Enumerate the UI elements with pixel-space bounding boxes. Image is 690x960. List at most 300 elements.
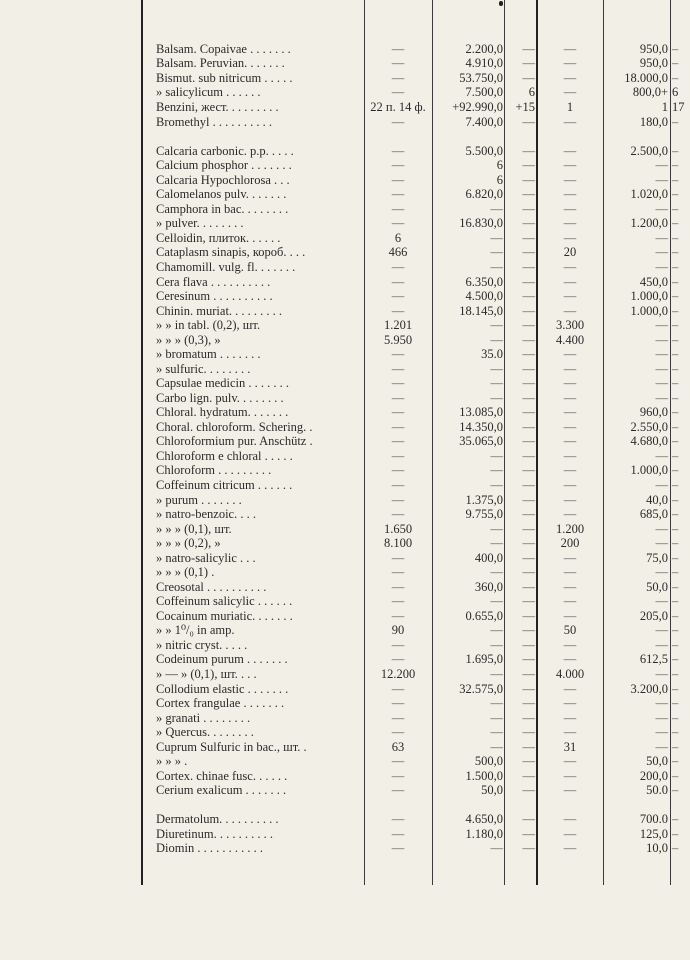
- value-c3: —: [522, 42, 535, 56]
- value-c2: —: [490, 318, 503, 332]
- value-c3: —: [522, 245, 535, 259]
- table-row: [0, 304, 690, 318]
- table-row: [0, 85, 690, 99]
- table-row: [0, 740, 690, 754]
- item-name: » — » (0,1), шт. . . .: [156, 667, 257, 681]
- value-c1: 8.100: [383, 536, 413, 550]
- table-row: [0, 449, 690, 463]
- value-c3: —: [522, 478, 535, 492]
- value-c3: —: [522, 434, 535, 448]
- value-c4: —: [563, 507, 577, 521]
- value-c2: 6.350,0: [465, 275, 503, 289]
- value-c2: 0.655,0: [465, 609, 503, 623]
- table-row: [0, 841, 690, 855]
- value-c4: —: [563, 638, 577, 652]
- value-c2: —: [490, 522, 503, 536]
- value-c6: –: [672, 115, 679, 129]
- value-c5: 180,0: [639, 115, 668, 129]
- value-c5: —: [655, 623, 668, 637]
- item-name: Collodium elastic . . . . . . .: [156, 682, 289, 696]
- item-name: Cocainum muriatic. . . . . . .: [156, 609, 293, 623]
- value-c4: —: [563, 158, 577, 172]
- value-c3: —: [522, 769, 535, 783]
- value-c5: 612,5: [639, 652, 668, 666]
- value-c2: —: [490, 463, 503, 477]
- value-c4: 31: [563, 740, 577, 754]
- value-c6: –: [672, 594, 679, 608]
- table-row: [0, 231, 690, 245]
- value-c6: –: [672, 304, 679, 318]
- value-c5: —: [655, 667, 668, 681]
- value-c5: 4.680,0: [630, 434, 668, 448]
- value-c1: —: [391, 594, 405, 608]
- value-c3: —: [522, 754, 535, 768]
- value-c2: —: [490, 536, 503, 550]
- value-c1: —: [391, 754, 405, 768]
- table-row: [0, 725, 690, 739]
- table-row: [0, 696, 690, 710]
- value-c1: 12.200: [380, 667, 416, 681]
- value-c4: 3.300: [555, 318, 585, 332]
- value-c3: —: [522, 304, 535, 318]
- value-c5: —: [655, 333, 668, 347]
- item-name: Coffeinum salicylic . . . . . .: [156, 594, 293, 608]
- value-c3: —: [522, 333, 535, 347]
- ink-dot: [499, 1, 503, 6]
- value-c2: 1.500,0: [465, 769, 503, 783]
- item-name: » sulfuric. . . . . . . .: [156, 362, 251, 376]
- value-c1: —: [391, 565, 405, 579]
- table-row: [0, 463, 690, 477]
- value-c5: 1.000,0: [630, 304, 668, 318]
- value-c3: —: [522, 449, 535, 463]
- value-c6: –: [672, 71, 679, 85]
- value-c5: —: [655, 391, 668, 405]
- table-row: [0, 507, 690, 521]
- item-name: Calomelanos pulv. . . . . . .: [156, 187, 287, 201]
- item-name: Cortex. chinae fusc. . . . . .: [156, 769, 288, 783]
- value-c4: 200: [560, 536, 580, 550]
- value-c6: –: [672, 376, 679, 390]
- value-c1: —: [391, 115, 405, 129]
- value-c5: 18.000,0: [624, 71, 668, 85]
- value-c1: —: [391, 769, 405, 783]
- value-c6: –: [672, 245, 679, 259]
- value-c1: —: [391, 202, 405, 216]
- value-c3: —: [522, 173, 535, 187]
- table-row: [0, 42, 690, 56]
- value-c2: 1.180,0: [465, 827, 503, 841]
- value-c6: –: [672, 289, 679, 303]
- value-c3: —: [522, 493, 535, 507]
- value-c2: —: [490, 260, 503, 274]
- table-row: [0, 202, 690, 216]
- value-c1: 5.950: [383, 333, 413, 347]
- item-name: » purum . . . . . . .: [156, 493, 242, 507]
- value-c3: —: [522, 231, 535, 245]
- value-c5: —: [655, 260, 668, 274]
- value-c2: 500,0: [474, 754, 503, 768]
- value-c6: –: [672, 173, 679, 187]
- value-c3: —: [522, 522, 535, 536]
- table-row: [0, 391, 690, 405]
- value-c3: —: [522, 289, 535, 303]
- value-c6: –: [672, 725, 679, 739]
- value-c5: 2.500,0: [630, 144, 668, 158]
- table-row: [0, 580, 690, 594]
- value-c1: —: [391, 463, 405, 477]
- value-c3: —: [522, 827, 535, 841]
- table-row: [0, 56, 690, 70]
- table-row: [0, 420, 690, 434]
- value-c3: —: [522, 115, 535, 129]
- value-c5: 950,0: [639, 56, 668, 70]
- value-c6: –: [672, 333, 679, 347]
- value-c3: —: [522, 580, 535, 594]
- value-c1: —: [391, 85, 405, 99]
- value-c2: —: [490, 740, 503, 754]
- value-c5: 700.0: [639, 812, 668, 826]
- value-c6: –: [672, 754, 679, 768]
- value-c5: 1.000,0: [630, 463, 668, 477]
- item-name: Chloroform . . . . . . . . .: [156, 463, 272, 477]
- value-c3: —: [522, 711, 535, 725]
- item-name: Ceresinum . . . . . . . . . .: [156, 289, 273, 303]
- item-name: » » 1⁰/₀ in amp.: [156, 623, 235, 637]
- value-c5: —: [655, 318, 668, 332]
- value-c1: —: [391, 71, 405, 85]
- value-c6: –: [672, 434, 679, 448]
- value-c6: –: [672, 740, 679, 754]
- value-c5: 125,0: [639, 827, 668, 841]
- table-row: [0, 667, 690, 681]
- value-c5: —: [655, 362, 668, 376]
- item-name: » » in tabl. (0,2), шт.: [156, 318, 261, 332]
- table-row: [0, 187, 690, 201]
- value-c6: –: [672, 565, 679, 579]
- value-c1: —: [391, 696, 405, 710]
- value-c1: —: [391, 609, 405, 623]
- value-c4: —: [563, 769, 577, 783]
- value-c4: —: [563, 275, 577, 289]
- value-c2: 50,0: [481, 783, 503, 797]
- value-c4: —: [563, 376, 577, 390]
- value-c4: 50: [563, 623, 577, 637]
- value-c5: —: [655, 478, 668, 492]
- value-c6: –: [672, 609, 679, 623]
- item-name: Coffeinum citricum . . . . . .: [156, 478, 293, 492]
- item-name: Dermatolum. . . . . . . . . .: [156, 812, 279, 826]
- value-c6: –: [672, 187, 679, 201]
- value-c2: 1.695,0: [465, 652, 503, 666]
- value-c6: –: [672, 623, 679, 637]
- value-c1: —: [391, 173, 405, 187]
- value-c3: —: [522, 318, 535, 332]
- value-c6: –: [672, 216, 679, 230]
- value-c4: —: [563, 260, 577, 274]
- table-row: [0, 478, 690, 492]
- value-c1: —: [391, 711, 405, 725]
- value-c1: —: [391, 304, 405, 318]
- value-c4: —: [563, 754, 577, 768]
- value-c3: —: [522, 565, 535, 579]
- value-c5: —: [655, 158, 668, 172]
- value-c5: 1: [661, 100, 668, 114]
- value-c4: 4.000: [555, 667, 585, 681]
- value-c3: —: [522, 812, 535, 826]
- value-c2: —: [490, 711, 503, 725]
- value-c1: —: [391, 420, 405, 434]
- value-c4: —: [563, 362, 577, 376]
- value-c4: —: [563, 347, 577, 361]
- value-c5: 1.020,0: [630, 187, 668, 201]
- item-name: Camphora in bac. . . . . . . .: [156, 202, 289, 216]
- item-name: » pulver. . . . . . . .: [156, 216, 244, 230]
- item-name: Cataplasm sinapis, короб. . . .: [156, 245, 306, 259]
- value-c5: —: [655, 638, 668, 652]
- value-c3: —: [522, 551, 535, 565]
- value-c1: —: [391, 216, 405, 230]
- table-row: [0, 434, 690, 448]
- item-name: Creosotal . . . . . . . . . .: [156, 580, 267, 594]
- value-c3: —: [522, 158, 535, 172]
- item-name: Calcaria Hypochlorosa . . .: [156, 173, 290, 187]
- value-c5: 960,0: [639, 405, 668, 419]
- value-c3: —: [522, 275, 535, 289]
- value-c4: —: [563, 565, 577, 579]
- value-c5: 75,0: [646, 551, 668, 565]
- item-name: » granati . . . . . . . .: [156, 711, 251, 725]
- value-c5: 1.000,0: [630, 289, 668, 303]
- value-c6: –: [672, 42, 679, 56]
- table-row: [0, 682, 690, 696]
- value-c4: —: [563, 609, 577, 623]
- table-row: [0, 551, 690, 565]
- value-c1: —: [391, 652, 405, 666]
- table-row: [0, 652, 690, 666]
- value-c6: 17: [672, 100, 685, 114]
- value-c2: 7.400,0: [465, 115, 503, 129]
- value-c3: —: [522, 783, 535, 797]
- value-c4: —: [563, 231, 577, 245]
- value-c2: —: [490, 391, 503, 405]
- item-name: » nitric cryst. . . . .: [156, 638, 248, 652]
- value-c3: —: [522, 405, 535, 419]
- value-c3: —: [522, 682, 535, 696]
- value-c4: —: [563, 71, 577, 85]
- item-name: Chamomill. vulg. fl. . . . . . .: [156, 260, 296, 274]
- value-c5: 205,0: [639, 609, 668, 623]
- value-c6: –: [672, 522, 679, 536]
- value-c6: –: [672, 391, 679, 405]
- value-c4: —: [563, 115, 577, 129]
- value-c4: —: [563, 144, 577, 158]
- value-c5: 685,0: [639, 507, 668, 521]
- value-c1: —: [391, 507, 405, 521]
- item-name: Chloroform e chloral . . . . .: [156, 449, 293, 463]
- value-c1: 90: [391, 623, 405, 637]
- value-c2: 6: [496, 158, 503, 172]
- value-c1: —: [391, 362, 405, 376]
- item-name: » bromatum . . . . . . .: [156, 347, 261, 361]
- value-c4: —: [563, 711, 577, 725]
- value-c2: —: [490, 841, 503, 855]
- value-c3: —: [522, 652, 535, 666]
- value-c3: —: [522, 667, 535, 681]
- value-c6: –: [672, 812, 679, 826]
- item-name: Capsulae medicin . . . . . . .: [156, 376, 289, 390]
- value-c3: —: [522, 420, 535, 434]
- item-name: Calcium phosphor . . . . . . .: [156, 158, 292, 172]
- value-c3: —: [522, 202, 535, 216]
- item-name: Chinin. muriat. . . . . . . . .: [156, 304, 283, 318]
- value-c1: —: [391, 725, 405, 739]
- table-row: [0, 362, 690, 376]
- value-c4: —: [563, 216, 577, 230]
- value-c2: 18.145,0: [459, 304, 503, 318]
- value-c1: —: [391, 42, 405, 56]
- item-name: » » » (0,3), »: [156, 333, 221, 347]
- value-c1: —: [391, 551, 405, 565]
- value-c2: —: [490, 376, 503, 390]
- item-name: Balsam. Peruvian. . . . . . .: [156, 56, 285, 70]
- value-c6: –: [672, 318, 679, 332]
- value-c2: —: [490, 362, 503, 376]
- table-row: [0, 71, 690, 85]
- item-name: Celloidin, плиток. . . . . .: [156, 231, 281, 245]
- value-c4: —: [563, 594, 577, 608]
- value-c5: —: [655, 696, 668, 710]
- item-name: Cuprum Sulfuric in bac., шт. .: [156, 740, 307, 754]
- value-c2: —: [490, 638, 503, 652]
- value-c3: —: [522, 362, 535, 376]
- value-c5: —: [655, 449, 668, 463]
- value-c3: —: [522, 71, 535, 85]
- table-row: [0, 769, 690, 783]
- value-c5: 3.200,0: [630, 682, 668, 696]
- value-c5: —: [655, 202, 668, 216]
- value-c6: –: [672, 231, 679, 245]
- item-name: Diuretinum. . . . . . . . . .: [156, 827, 274, 841]
- value-c5: —: [655, 594, 668, 608]
- value-c1: —: [391, 56, 405, 70]
- item-name: » » » (0,1) .: [156, 565, 215, 579]
- table-row: [0, 173, 690, 187]
- value-c3: —: [522, 507, 535, 521]
- item-name: » Quercus. . . . . . . .: [156, 725, 254, 739]
- table-row: [0, 754, 690, 768]
- value-c6: –: [672, 682, 679, 696]
- value-c2: 35.0: [481, 347, 503, 361]
- value-c3: —: [522, 216, 535, 230]
- value-c3: —: [522, 725, 535, 739]
- value-c4: —: [563, 652, 577, 666]
- item-name: Chloroformium pur. Anschütz .: [156, 434, 313, 448]
- item-name: Calcaria carbonic. p.p. . . . .: [156, 144, 294, 158]
- table-row: [0, 594, 690, 608]
- value-c6: –: [672, 667, 679, 681]
- value-c5: —: [655, 740, 668, 754]
- value-c6: –: [672, 841, 679, 855]
- value-c1: —: [391, 638, 405, 652]
- value-c1: —: [391, 493, 405, 507]
- value-c1: —: [391, 158, 405, 172]
- value-c6: –: [672, 711, 679, 725]
- value-c4: 4.400: [555, 333, 585, 347]
- value-c5: 10,0: [646, 841, 668, 855]
- value-c6: 6: [672, 85, 679, 99]
- value-c2: 6: [496, 173, 503, 187]
- value-c6: –: [672, 580, 679, 594]
- value-c1: —: [391, 405, 405, 419]
- value-c5: 50.0: [646, 783, 668, 797]
- value-c6: –: [672, 652, 679, 666]
- value-c4: —: [563, 493, 577, 507]
- value-c3: —: [522, 623, 535, 637]
- value-c2: 35.065,0: [459, 434, 503, 448]
- value-c5: —: [655, 565, 668, 579]
- value-c5: 800,0+: [632, 85, 668, 99]
- item-name: Diomin . . . . . . . . . . .: [156, 841, 263, 855]
- item-name: » » » (0,1), шт.: [156, 522, 232, 536]
- value-c2: —: [490, 231, 503, 245]
- value-c6: –: [672, 783, 679, 797]
- value-c5: —: [655, 725, 668, 739]
- value-c2: 14.350,0: [459, 420, 503, 434]
- value-c1: —: [391, 434, 405, 448]
- value-c4: —: [563, 463, 577, 477]
- value-c1: —: [391, 391, 405, 405]
- value-c1: —: [391, 478, 405, 492]
- value-c3: —: [522, 463, 535, 477]
- value-c6: –: [672, 56, 679, 70]
- value-c6: –: [672, 551, 679, 565]
- item-name: Codeinum purum . . . . . . .: [156, 652, 288, 666]
- item-name: Carbo lign. pulv. . . . . . . .: [156, 391, 284, 405]
- value-c3: —: [522, 56, 535, 70]
- value-c5: —: [655, 245, 668, 259]
- value-c2: 4.650,0: [465, 812, 503, 826]
- value-c2: 2.200,0: [465, 42, 503, 56]
- table-row: [0, 493, 690, 507]
- table-row: [0, 711, 690, 725]
- value-c6: –: [672, 507, 679, 521]
- value-c1: 22 п. 14 ф.: [370, 100, 426, 114]
- value-c6: –: [672, 769, 679, 783]
- value-c4: —: [563, 783, 577, 797]
- value-c5: 2.550,0: [630, 420, 668, 434]
- value-c2: —: [490, 202, 503, 216]
- value-c5: —: [655, 376, 668, 390]
- value-c6: –: [672, 478, 679, 492]
- value-c6: –: [672, 202, 679, 216]
- value-c4: —: [563, 725, 577, 739]
- value-c3: —: [522, 594, 535, 608]
- table-row: [0, 216, 690, 230]
- value-c5: 50,0: [646, 754, 668, 768]
- value-c4: —: [563, 682, 577, 696]
- value-c4: —: [563, 405, 577, 419]
- value-c3: —: [522, 536, 535, 550]
- value-c6: –: [672, 638, 679, 652]
- value-c2: —: [490, 333, 503, 347]
- value-c4: —: [563, 580, 577, 594]
- value-c4: 20: [563, 245, 577, 259]
- value-c1: —: [391, 783, 405, 797]
- value-c4: —: [563, 173, 577, 187]
- value-c5: —: [655, 536, 668, 550]
- value-c3: 6: [528, 85, 535, 99]
